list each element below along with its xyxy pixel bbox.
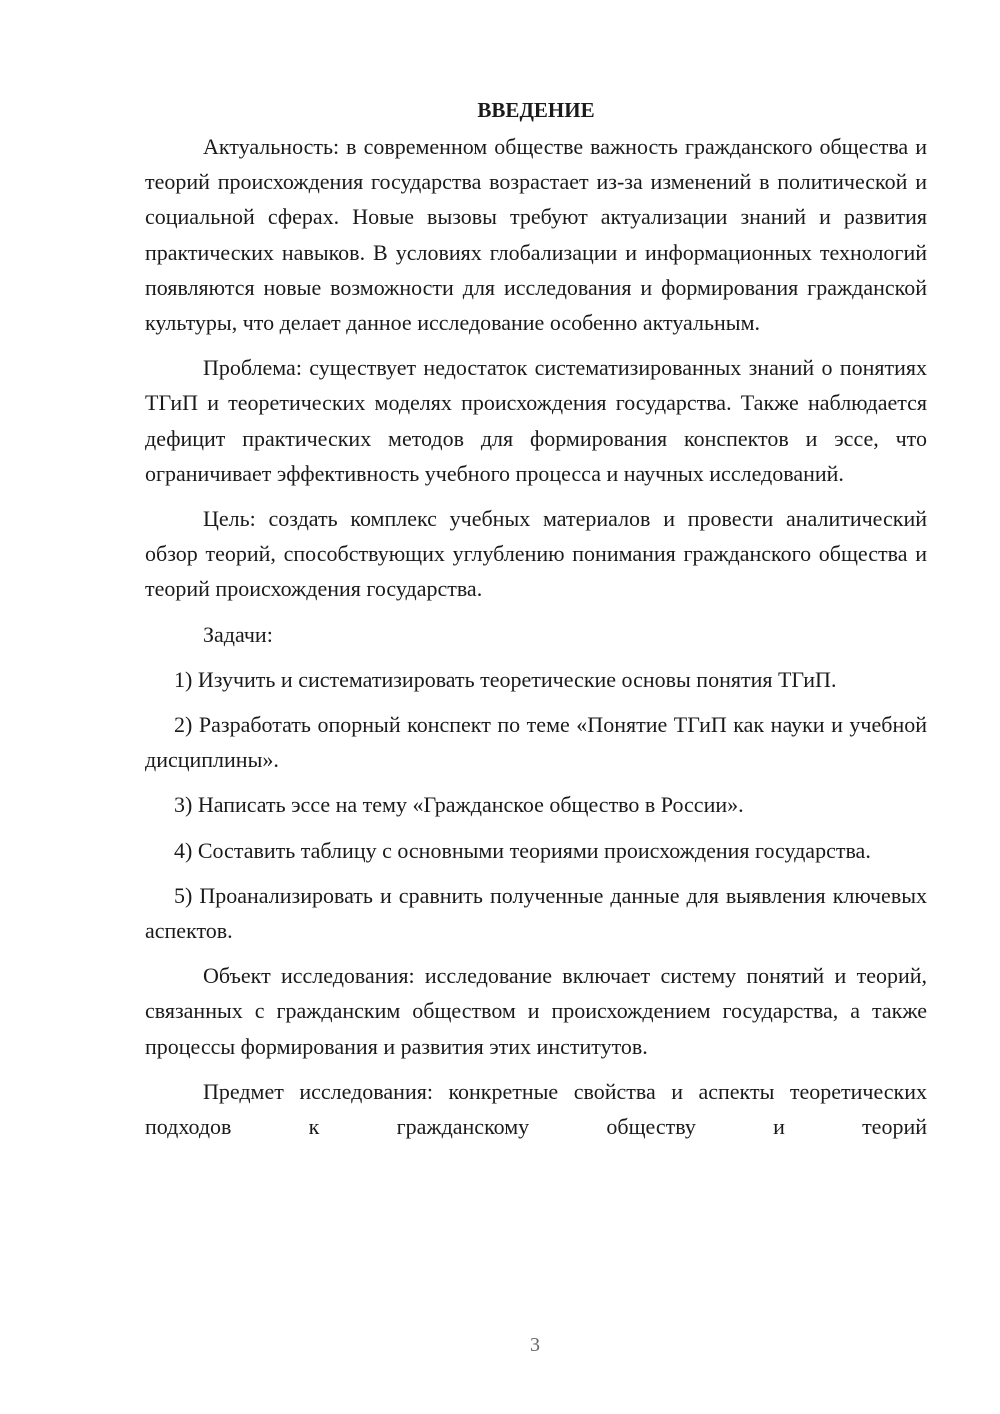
task-item: 1) Изучить и систематизировать теоретические основы понятия ТГиП. — [174, 666, 837, 692]
page-title: ВВЕДЕНИЕ — [477, 98, 595, 122]
task-item: 4) Составить таблицу с основными теориями происхождения государства. — [174, 837, 871, 863]
subject-paragraph: Предмет исследования: конкретные свойства и аспекты теоретических подходов к гражданскому обществу и теорий — [145, 1078, 927, 1140]
page-number: 3 — [530, 1334, 540, 1356]
tasks-label: Задачи: — [203, 621, 273, 647]
goal-paragraph: Цель: создать комплекс учебных материалов и провести аналитический обзор теорий, способствующих углублению понимания гражданского общества и теорий происхождения государства. — [145, 506, 927, 602]
task-item: 5) Проанализировать и сравнить полученные данные для выявления ключевых аспектов. — [145, 882, 927, 944]
relevance-paragraph: Актуальность: в современном обществе важность гражданского общества и теорий происхождения государства возрастает из-за изменений в политической и социальной сферах. Новые вызовы требуют актуализации знаний и развития практических навыков. В условиях глобализации и информационных технологий появляются новые возможности для исследования и формирования гражданской культуры, что делает данное исследование особенно актуальным. — [145, 134, 927, 336]
task-item: 3) Написать эссе на тему «Гражданское общество в России». — [174, 792, 744, 818]
task-item: 2) Разработать опорный конспект по теме «Понятие ТГиП как науки и учебной дисциплины». — [145, 712, 927, 773]
object-paragraph: Объект исследования: исследование включает систему понятий и теорий, связанных с гражданским обществом и происхождением государства, а также процессы формирования и развития этих институтов. — [145, 963, 927, 1059]
document-page — [145, 95, 927, 1154]
problem-paragraph: Проблема: существует недостаток систематизированных знаний о понятиях ТГиП и теоретических моделях происхождения государства. Также наблюдается дефицит практических методов для формирования конспектов и эссе, что ограничивает эффективность учебного процесса и научных исследований. — [145, 355, 927, 486]
